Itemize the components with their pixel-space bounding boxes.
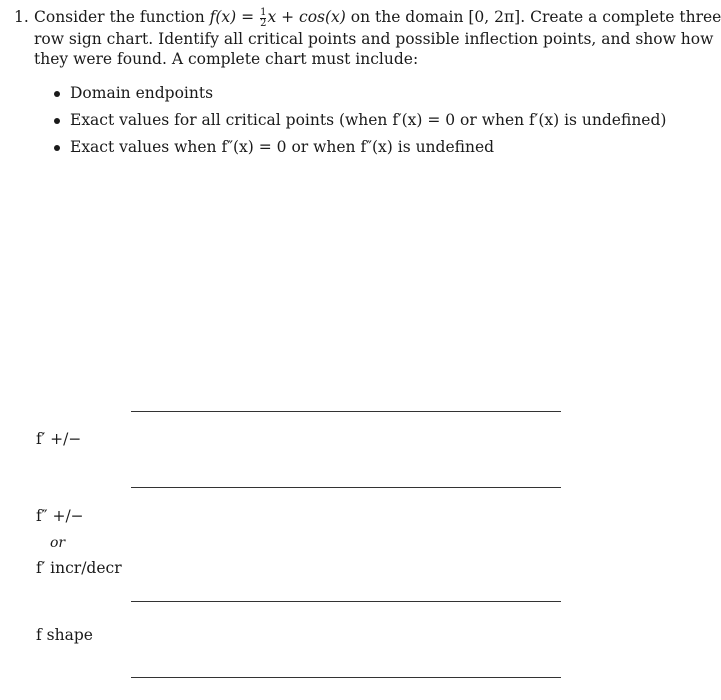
row-label-or: or [50, 535, 66, 551]
fraction-one-half [260, 8, 266, 29]
bullet-inflection-points: Exact values when f″(x) = 0 or when f″(x) is undefined [52, 134, 666, 161]
problem-number: 1. [14, 8, 29, 26]
domain-interval: [0, 2π] [468, 8, 521, 26]
function-rhs: x + cos(x) [267, 8, 346, 26]
fraction-denominator: 2 [260, 17, 267, 29]
row-label-fdouble-sign: f″ +/− [36, 507, 84, 525]
problem-line-3: they were found. A complete chart must include: [34, 49, 419, 68]
problem-statement [14, 6, 721, 69]
problem-line1-end: . Create a complete three [520, 8, 721, 26]
problem-intro: Consider the function [34, 8, 210, 26]
chart-rule-3 [131, 601, 561, 602]
bullet-domain-endpoints: Domain endpoints [52, 80, 666, 107]
chart-rule-4 [131, 677, 561, 678]
problem-line-2: row sign chart. Identify all critical points and possible inflection points, and show how [34, 29, 714, 48]
chart-rule-2 [131, 487, 561, 488]
row-label-fprime-incr: f′ incr/decr [36, 559, 122, 577]
domain-phrase: on the domain [345, 8, 469, 26]
chart-rule-1 [131, 411, 561, 412]
function-lhs: f(x) = [209, 8, 260, 26]
requirements-list [52, 80, 666, 161]
bullet-critical-points: Exact values for all critical points (when f′(x) = 0 or when f′(x) is undefined) [52, 107, 666, 134]
row-label-f-shape: f shape [36, 626, 93, 644]
fraction-numerator: 1 [260, 6, 267, 18]
problem-line-1 [14, 6, 721, 29]
row-label-fprime-sign: f′ +/− [36, 430, 82, 448]
